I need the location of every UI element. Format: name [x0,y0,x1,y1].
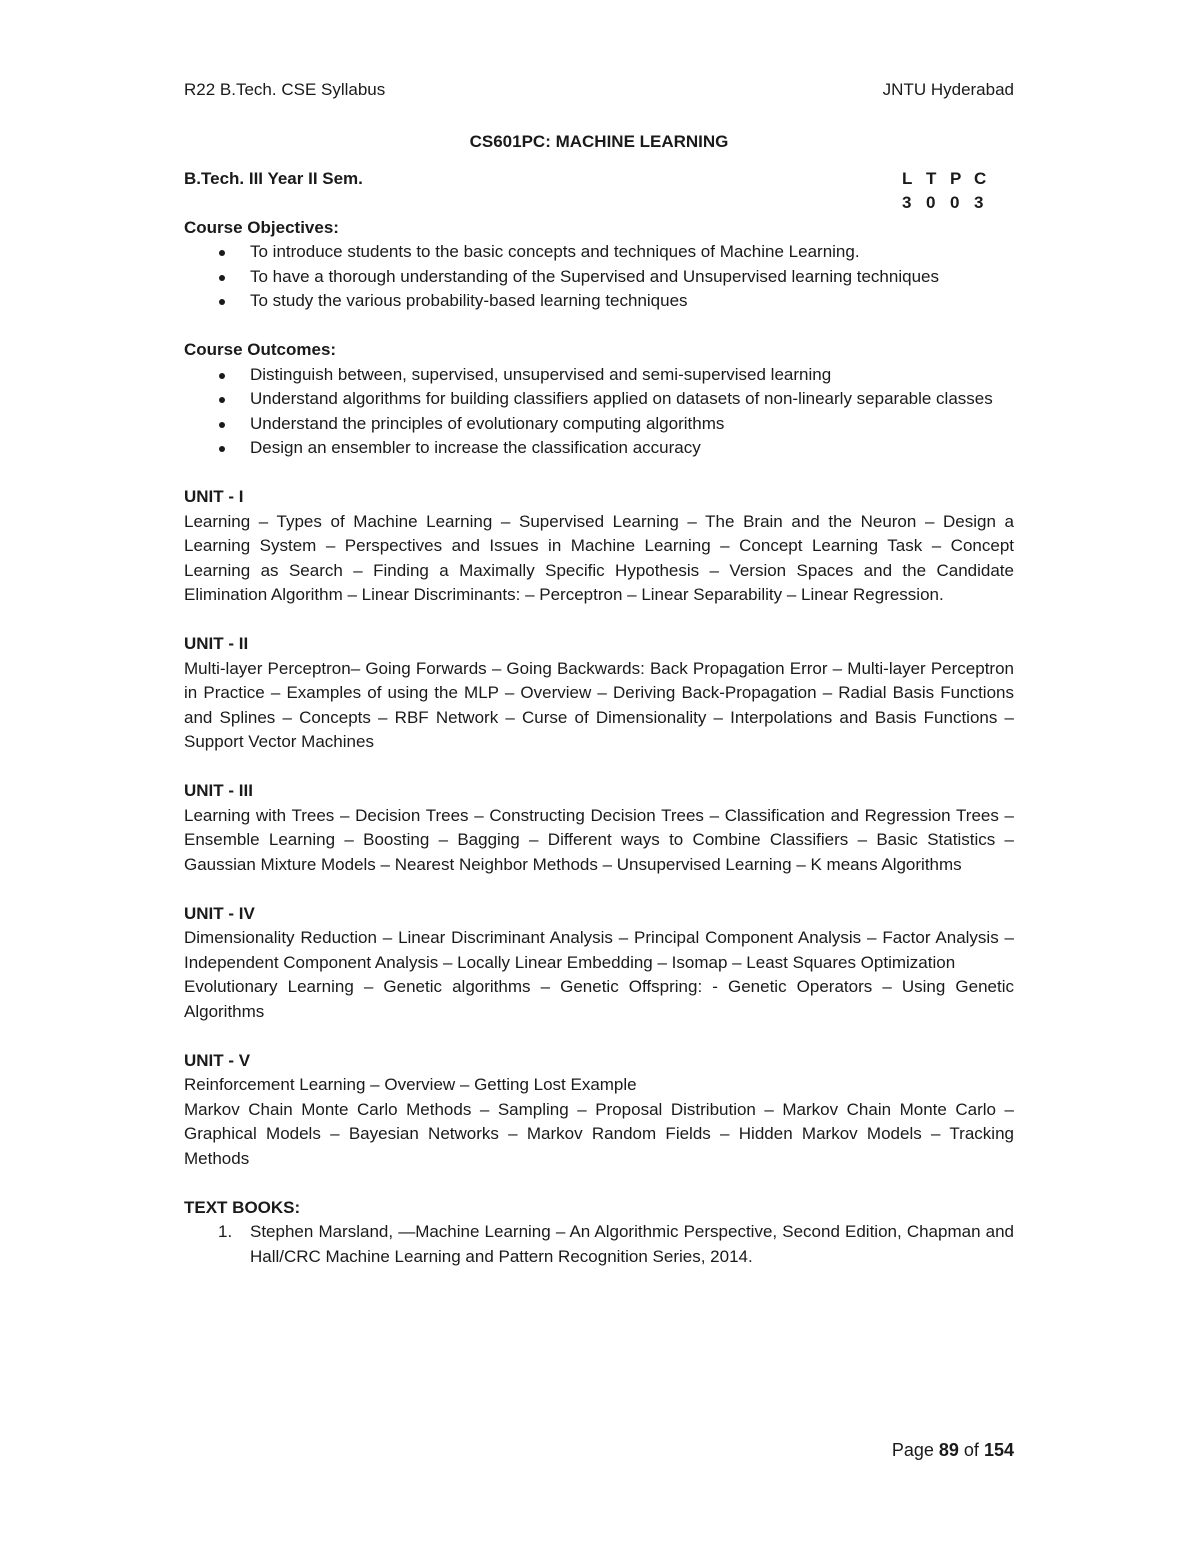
of-word: of [963,1440,979,1460]
textbooks-list [184,1220,1014,1269]
total-pages: 154 [983,1440,1014,1460]
list-item: To introduce students to the basic concepts and techniques of Machine Learning. [184,240,1014,265]
unit-4-body-2: Evolutionary Learning – Genetic algorithms – Genetic Offspring: - Genetic Operators – Using Genetic Algorithms [184,977,1014,1021]
list-item: Understand the principles of evolutionary computing algorithms [184,412,1014,437]
unit-1-heading: UNIT - I [184,487,244,506]
header-left: R22 B.Tech. CSE Syllabus [184,80,386,99]
unit-3-body: Learning with Trees – Decision Trees – Constructing Decision Trees – Classification and Regression Trees – Ensemble Learning – Boosting – Bagging – Different ways to Combine Classifiers – Basic Statistics – Gaussian Mixture Models – Nearest Neighbor Methods – Unsupervised Learning – K means Algorithms [184,805,1014,874]
textbook-citation: Stephen Marsland, ―Machine Learning – An Algorithmic Perspective, Second Edition, Chapman and Hall/CRC Machine Learning and Pattern Recognition Series, 2014. [250,1222,1014,1266]
outcomes-heading: Course Outcomes: [184,340,337,359]
ltpc-label: C [974,168,987,188]
semester-row [184,167,1014,216]
ltpc-labels [902,167,998,192]
ltpc-label: P [950,168,962,188]
ltpc-table [902,167,998,216]
unit-4-body: Dimensionality Reduction – Linear Discriminant Analysis – Principal Component Analysis – Factor Analysis – Independent Component Analysis – Locally Linear Embedding – Isomap – Least Squares Optimization [184,928,1014,972]
list-item [184,1220,1014,1269]
unit-4-heading: UNIT - IV [184,903,255,923]
objectives-list [184,240,1014,314]
page-word: Page [891,1440,934,1460]
semester-label: B.Tech. III Year II Sem. [184,168,363,188]
ltpc-label: L [902,168,913,188]
ltpc-value: 0 [926,193,936,212]
list-item: Distinguish between, supervised, unsupervised and semi-supervised learning [184,363,1014,388]
objectives-heading: Course Objectives: [184,217,339,237]
outcomes-list [184,363,1014,461]
unit-1-body: Learning – Types of Machine Learning – Supervised Learning – The Brain and the Neuron – Design a Learning System – Perspectives and Issues in Machine Learning – Concept Learning Task – Concept Learning as Search – Finding a Maximally Specific Hypothesis – Version Spaces and the Candidate Elimination Algorithm – Linear Discriminants: – Perceptron – Linear Separability – Linear Regression. [184,511,1014,604]
page-number [892,1440,1014,1461]
unit-2-heading: UNIT - II [184,634,249,653]
course-title: CS601PC: MACHINE LEARNING [469,132,729,151]
ltpc-label: T [926,168,937,188]
ltpc-value: 3 [974,193,984,212]
unit-5-body: Reinforcement Learning – Overview – Getting Lost Example [184,1075,637,1094]
ltpc-value: 3 [902,193,912,212]
current-page: 89 [938,1440,959,1460]
list-item: Understand algorithms for building classifiers applied on datasets of non-linearly separable classes [184,387,1014,412]
ltpc-values [902,191,998,216]
textbooks-heading: TEXT BOOKS: [184,1197,301,1217]
list-item: Design an ensembler to increase the classification accuracy [184,436,1014,461]
page-content [184,130,1014,1269]
list-number: 1. [218,1222,233,1241]
unit-3-heading: UNIT - III [184,781,253,800]
list-item: To have a thorough understanding of the Supervised and Unsupervised learning techniques [184,265,1014,290]
unit-5-body-2: Markov Chain Monte Carlo Methods – Sampling – Proposal Distribution – Markov Chain Monte Carlo – Graphical Models – Bayesian Networks – Markov Random Fields – Hidden Markov Models – Tracking Methods [184,1099,1014,1168]
list-item: To study the various probability-based learning techniques [184,289,1014,314]
unit-2-body: Multi-layer Perceptron– Going Forwards – Going Backwards: Back Propagation Error – Multi-layer Perceptron in Practice – Examples of using the MLP – Overview – Deriving Back-Propagation – Radial Basis Functions and Splines – Concepts – RBF Network – Curse of Dimensionality – Interpolations and Basis Functions – Support Vector Machines [184,658,1014,751]
header-right: JNTU Hyderabad [882,80,1014,99]
ltpc-value: 0 [950,193,960,212]
unit-5-heading: UNIT - V [184,1050,251,1070]
